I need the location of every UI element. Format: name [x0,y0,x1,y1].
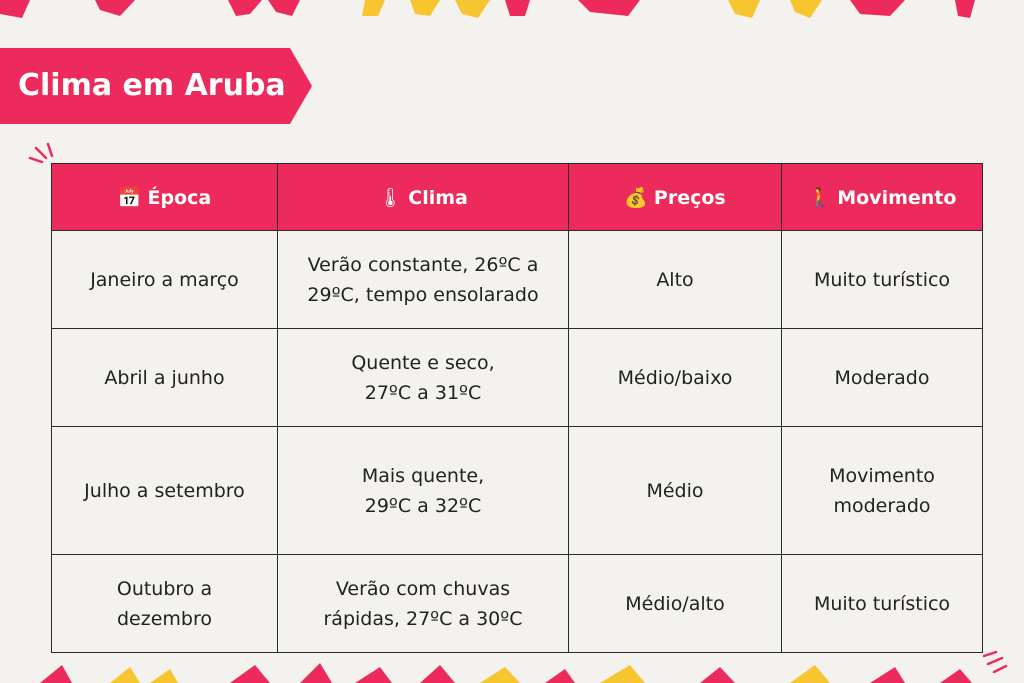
page-title: Clima em Aruba [18,68,286,103]
table-row [52,555,983,653]
climate-table [51,163,983,653]
header-movimento: 🚶 Movimento [782,164,983,231]
title-banner [0,48,312,124]
table-row [52,329,983,427]
cell-clima: Verão constante, 26ºC a 29ºC, tempo ensolarado [278,231,569,329]
bottom-decoration [0,661,1024,683]
cell-epoca: Julho a setembro [52,427,278,555]
cell-movimento: Movimento moderado [782,427,983,555]
thermometer-icon: 🌡 [378,186,403,209]
calendar-icon: 📅 [117,186,142,209]
cell-clima: Verão com chuvas rápidas, 27ºC a 30ºC [278,555,569,653]
cell-movimento: Muito turístico [782,555,983,653]
header-precos: 💰 Preços [569,164,782,231]
header-clima: 🌡 Clima [278,164,569,231]
cell-precos: Alto [569,231,782,329]
money-bag-icon: 💰 [624,186,648,209]
cell-clima: Quente e seco, 27ºC a 31ºC [278,329,569,427]
header-epoca: 📅 Época [52,164,278,231]
cell-movimento: Moderado [782,329,983,427]
walking-person-icon: 🚶 [807,186,832,209]
cell-movimento: Muito turístico [782,231,983,329]
table-row [52,231,983,329]
table-header-row [52,164,983,231]
cell-precos: Médio/baixo [569,329,782,427]
cell-epoca: Abril a junho [52,329,278,427]
table-row [52,427,983,555]
cell-precos: Médio [569,427,782,555]
cell-clima: Mais quente, 29ºC a 32ºC [278,427,569,555]
cell-epoca: Outubro a dezembro [52,555,278,653]
cell-epoca: Janeiro a março [52,231,278,329]
cell-precos: Médio/alto [569,555,782,653]
top-decoration [0,0,1024,22]
